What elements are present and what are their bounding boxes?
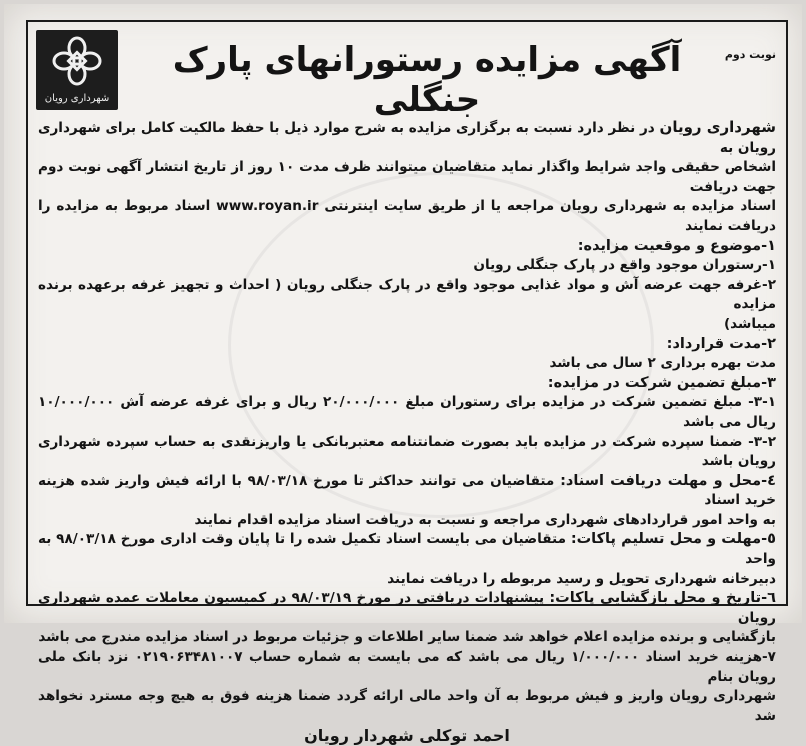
section-1-item-1: ۱-رستوران موجود واقع در پارک جنگلی رویان xyxy=(473,257,776,274)
turn-label: نوبت دوم xyxy=(724,48,776,61)
intro-line-2: اشخاص حقیقی واجد شرایط واگذار نماید متقاضیان میتوانند ظرف مدت ۱۰ روز از تاریخ انتشار آگهی نوبت دوم جهت دریافت xyxy=(38,159,776,195)
section-4-line-2: به واحد امور قراردادهای شهرداری مراجعه و نسبت به دریافت اسناد مزایده اقدام نمایند xyxy=(194,511,776,528)
section-6-heading: ٦-تاریخ و محل بازگشایی پاکات: xyxy=(549,590,776,607)
signature: احمد توکلی شهردار رویان xyxy=(304,726,510,746)
section-4-heading: ٤-محل و مهلت دریافت اسناد: xyxy=(560,472,776,489)
section-6-line-1 xyxy=(38,589,776,628)
section-6-text-1: پیشنهادات دریافتی در مورخ ۹۸/۰۳/۱۹ در کمیسیون معاملات عمده شهرداری رویان xyxy=(38,590,776,626)
section-1-item-2-cont: میباشد) xyxy=(723,315,776,332)
notice-frame xyxy=(26,20,788,746)
section-2-heading: ۲-مدت قرارداد: xyxy=(666,335,776,352)
flower-emblem-icon xyxy=(52,36,102,86)
municipality-logo xyxy=(36,30,118,110)
website-link[interactable]: www.royan.ir xyxy=(216,198,319,215)
intro-text-1: در نظر دارد نسبت به برگزاری مزایده به شرح موارد ذیل با حفظ مالکیت کامل برای شهرداری رویان به xyxy=(38,120,776,156)
logo-caption: شهرداری رویان xyxy=(44,93,110,104)
notice-title: آگهی مزایده رستورانهای پارک جنگلی xyxy=(172,40,682,120)
section-3-item-2: ۳-۲- ضمنا سپرده شرکت در مزایده باید بصورت ضمانتنامه معتبربانکی یا واریزنقدی به حساب سپرده شهرداری رویان باشد xyxy=(38,433,776,470)
section-3-heading: ۳-مبلغ تضمین شرکت در مزایده: xyxy=(547,374,776,391)
intro-text-4: اسناد مربوط به مزایده را دریافت نمایند xyxy=(38,198,776,234)
intro-text-3: اسناد مزایده به شهرداری رویان مراجعه یا از طریق سایت اینترنتی xyxy=(318,198,776,215)
section-5-line-2: دبیرخانه شهرداری تحویل و رسید مربوطه را دریافت نمایند xyxy=(387,570,776,587)
section-5-heading: ٥-مهلت و محل تسلیم پاکات: xyxy=(570,531,776,548)
section-7-line-2: شهرداری رویان واریز و فیش مربوط به آن واحد مالی ارائه گردد ضمنا هزینه فوق به هیچ وجه مسترد نخواهد شد xyxy=(38,688,776,724)
intro-org: شهرداری رویان xyxy=(659,118,776,136)
section-4-line-1 xyxy=(38,472,776,511)
section-6-line-2: بازگشایی و برنده مزایده اعلام خواهد شد ضمنا سایر اطلاعات و جزئیات مربوط در اسناد مزایده مندرج می باشد xyxy=(38,629,776,646)
section-2-item-1: مدت بهره برداری ۲ سال می باشد xyxy=(549,355,776,372)
section-5-text-1: متقاضیان می بایست اسناد تکمیل شده را تا پایان وقت اداری مورخ ۹۸/۰۳/۱۸ به واحد xyxy=(38,531,776,568)
section-4-text-1: متقاضیان می توانند حداکثر تا مورخ ۹۸/۰۳/۱۸ با ارائه فیش واریز شده هزینه خرید اسناد xyxy=(38,472,776,509)
notice-body xyxy=(38,118,776,746)
section-7-line-1: ۷-هزینه خرید اسناد ۱/۰۰۰/۰۰۰ ریال می باشد که می بایست به شماره حساب ۰۲۱۹۰۶۳۴۸۱۰۰۷ نزد بانک ملی رویان بنام xyxy=(38,649,776,685)
section-3-item-1: ۳-۱- مبلغ تضمین شرکت در مزایده برای رستوران مبلغ ۲۰/۰۰۰/۰۰۰ ریال و برای غرفه عرضه آش ۱۰/۰۰۰/۰۰۰ ریال می باشد xyxy=(38,394,777,430)
section-1-heading: ۱-موضوع و موقعیت مزایده: xyxy=(577,237,776,254)
intro-line-3 xyxy=(38,197,776,236)
intro-line-1 xyxy=(38,118,776,158)
newspaper-page xyxy=(4,4,802,746)
section-1-item-2: ۲-غرفه جهت عرضه آش و مواد غذایی موجود واقع در پارک جنگلی رویان ( احداث و تجهیز غرفه برعهده برنده مزایده xyxy=(38,276,776,313)
section-5-line-1 xyxy=(38,530,776,569)
